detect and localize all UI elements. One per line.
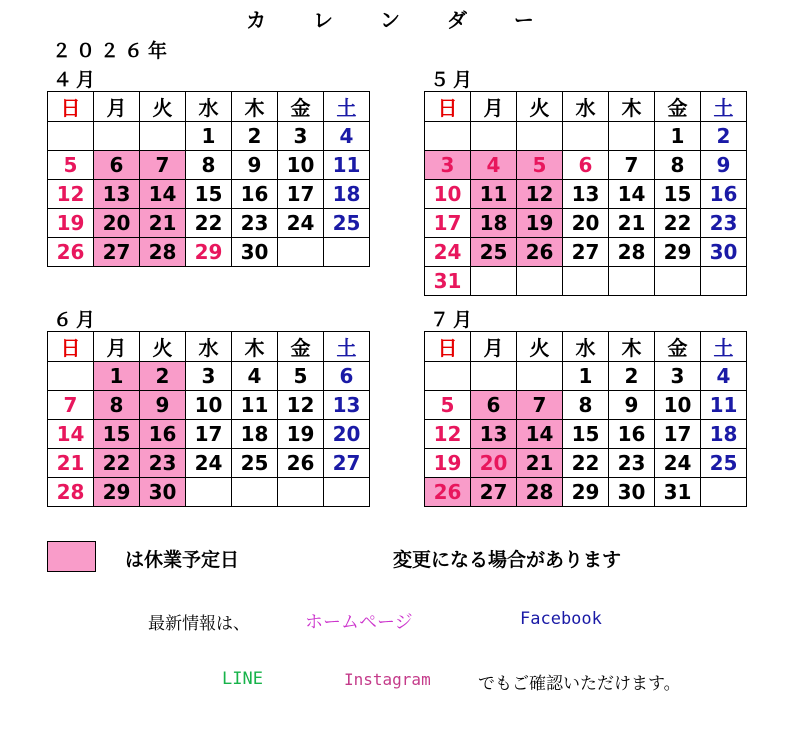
week-row bbox=[48, 209, 370, 238]
day-cell: 19 bbox=[48, 209, 94, 238]
month-april bbox=[47, 69, 370, 267]
day-cell: 25 bbox=[324, 209, 370, 238]
day-cell: 27 bbox=[471, 478, 517, 507]
month-july bbox=[424, 309, 747, 507]
day-cell: 24 bbox=[278, 209, 324, 238]
day-cell: 3 bbox=[278, 122, 324, 151]
day-cell: 8 bbox=[94, 391, 140, 420]
empty-cell bbox=[232, 478, 278, 507]
day-cell: 16 bbox=[609, 420, 655, 449]
day-cell: 15 bbox=[563, 420, 609, 449]
day-cell: 23 bbox=[140, 449, 186, 478]
weekday-header: 木 bbox=[609, 332, 655, 362]
day-cell: 5 bbox=[48, 151, 94, 180]
weekday-header: 月 bbox=[94, 332, 140, 362]
weekday-header: 日 bbox=[48, 332, 94, 362]
empty-cell bbox=[517, 267, 563, 296]
day-cell: 28 bbox=[609, 238, 655, 267]
weekday-header: 火 bbox=[140, 332, 186, 362]
day-cell: 31 bbox=[425, 267, 471, 296]
day-cell: 17 bbox=[655, 420, 701, 449]
calendar-table bbox=[424, 91, 747, 296]
empty-cell bbox=[471, 122, 517, 151]
day-cell: 8 bbox=[563, 391, 609, 420]
weekday-header: 日 bbox=[425, 92, 471, 122]
weekday-header: 土 bbox=[701, 92, 747, 122]
day-cell: 13 bbox=[94, 180, 140, 209]
day-cell: 20 bbox=[94, 209, 140, 238]
day-cell: 24 bbox=[425, 238, 471, 267]
day-cell: 25 bbox=[701, 449, 747, 478]
day-cell: 30 bbox=[701, 238, 747, 267]
empty-cell bbox=[563, 122, 609, 151]
day-cell: 22 bbox=[94, 449, 140, 478]
weekday-header: 日 bbox=[48, 92, 94, 122]
day-cell: 16 bbox=[140, 420, 186, 449]
weekday-header: 金 bbox=[655, 92, 701, 122]
day-cell: 28 bbox=[517, 478, 563, 507]
day-cell: 2 bbox=[232, 122, 278, 151]
week-row bbox=[425, 449, 747, 478]
day-cell: 24 bbox=[655, 449, 701, 478]
day-cell: 5 bbox=[517, 151, 563, 180]
weekday-header: 水 bbox=[563, 92, 609, 122]
day-cell: 12 bbox=[517, 180, 563, 209]
weekday-header: 月 bbox=[94, 92, 140, 122]
day-cell: 29 bbox=[186, 238, 232, 267]
day-cell: 31 bbox=[655, 478, 701, 507]
day-cell: 8 bbox=[655, 151, 701, 180]
day-cell: 10 bbox=[186, 391, 232, 420]
instagram-link[interactable]: Instagram bbox=[344, 670, 431, 689]
day-cell: 22 bbox=[655, 209, 701, 238]
weekday-header-row bbox=[48, 92, 370, 122]
week-row bbox=[48, 122, 370, 151]
day-cell: 6 bbox=[94, 151, 140, 180]
day-cell: 25 bbox=[232, 449, 278, 478]
day-cell: 12 bbox=[48, 180, 94, 209]
day-cell: 7 bbox=[48, 391, 94, 420]
week-row bbox=[48, 420, 370, 449]
week-row bbox=[48, 151, 370, 180]
empty-cell bbox=[609, 267, 655, 296]
empty-cell bbox=[655, 267, 701, 296]
empty-cell bbox=[563, 267, 609, 296]
day-cell: 22 bbox=[186, 209, 232, 238]
info-lead: 最新情報は、 bbox=[148, 614, 250, 634]
day-cell: 29 bbox=[563, 478, 609, 507]
day-cell: 23 bbox=[232, 209, 278, 238]
weekday-header: 土 bbox=[324, 332, 370, 362]
day-cell: 23 bbox=[609, 449, 655, 478]
day-cell: 1 bbox=[94, 362, 140, 391]
empty-cell bbox=[471, 362, 517, 391]
week-row bbox=[48, 391, 370, 420]
day-cell: 13 bbox=[471, 420, 517, 449]
day-cell: 26 bbox=[425, 478, 471, 507]
day-cell: 30 bbox=[140, 478, 186, 507]
day-cell: 30 bbox=[232, 238, 278, 267]
week-row bbox=[425, 362, 747, 391]
week-row bbox=[425, 478, 747, 507]
day-cell: 8 bbox=[186, 151, 232, 180]
weekday-header-row bbox=[425, 332, 747, 362]
weekday-header: 月 bbox=[471, 332, 517, 362]
week-row bbox=[48, 180, 370, 209]
day-cell: 5 bbox=[278, 362, 324, 391]
day-cell: 17 bbox=[186, 420, 232, 449]
day-cell: 10 bbox=[278, 151, 324, 180]
day-cell: 20 bbox=[324, 420, 370, 449]
day-cell: 9 bbox=[701, 151, 747, 180]
day-cell: 9 bbox=[232, 151, 278, 180]
day-cell: 29 bbox=[94, 478, 140, 507]
empty-cell bbox=[324, 238, 370, 267]
change-note: 変更になる場合があります bbox=[393, 549, 622, 571]
day-cell: 1 bbox=[186, 122, 232, 151]
day-cell: 3 bbox=[655, 362, 701, 391]
day-cell: 27 bbox=[324, 449, 370, 478]
month-label: ６月 bbox=[53, 309, 100, 331]
day-cell: 18 bbox=[471, 209, 517, 238]
empty-cell bbox=[701, 478, 747, 507]
weekday-header: 金 bbox=[278, 332, 324, 362]
day-cell: 20 bbox=[471, 449, 517, 478]
day-cell: 17 bbox=[278, 180, 324, 209]
empty-cell bbox=[517, 122, 563, 151]
weekday-header-row bbox=[425, 92, 747, 122]
weekday-header: 火 bbox=[517, 92, 563, 122]
week-row bbox=[48, 478, 370, 507]
homepage-link[interactable]: ホームページ bbox=[305, 612, 413, 633]
week-row bbox=[425, 180, 747, 209]
day-cell: 28 bbox=[140, 238, 186, 267]
day-cell: 26 bbox=[517, 238, 563, 267]
day-cell: 12 bbox=[425, 420, 471, 449]
month-label: ４月 bbox=[53, 69, 100, 91]
empty-cell bbox=[278, 478, 324, 507]
weekday-header: 木 bbox=[232, 92, 278, 122]
day-cell: 26 bbox=[278, 449, 324, 478]
week-row bbox=[425, 209, 747, 238]
page-title: カ レ ン ダ ー bbox=[246, 8, 554, 32]
day-cell: 11 bbox=[324, 151, 370, 180]
weekday-header-row bbox=[48, 332, 370, 362]
day-cell: 23 bbox=[701, 209, 747, 238]
day-cell: 2 bbox=[140, 362, 186, 391]
week-row bbox=[425, 391, 747, 420]
day-cell: 10 bbox=[655, 391, 701, 420]
day-cell: 14 bbox=[517, 420, 563, 449]
day-cell: 12 bbox=[278, 391, 324, 420]
day-cell: 1 bbox=[655, 122, 701, 151]
day-cell: 30 bbox=[609, 478, 655, 507]
day-cell: 5 bbox=[425, 391, 471, 420]
day-cell: 18 bbox=[232, 420, 278, 449]
week-row bbox=[425, 267, 747, 296]
week-row bbox=[48, 449, 370, 478]
month-label: ７月 bbox=[430, 309, 477, 331]
legend-text: は休業予定日 bbox=[125, 549, 240, 571]
day-cell: 21 bbox=[140, 209, 186, 238]
day-cell: 28 bbox=[48, 478, 94, 507]
empty-cell bbox=[701, 267, 747, 296]
calendar-table bbox=[47, 331, 370, 507]
confirm-text: でもご確認いただけます。 bbox=[478, 674, 681, 694]
day-cell: 21 bbox=[609, 209, 655, 238]
empty-cell bbox=[517, 362, 563, 391]
empty-cell bbox=[48, 122, 94, 151]
day-cell: 1 bbox=[563, 362, 609, 391]
day-cell: 14 bbox=[48, 420, 94, 449]
weekday-header: 土 bbox=[324, 92, 370, 122]
day-cell: 7 bbox=[517, 391, 563, 420]
day-cell: 15 bbox=[186, 180, 232, 209]
day-cell: 24 bbox=[186, 449, 232, 478]
weekday-header: 火 bbox=[140, 92, 186, 122]
day-cell: 7 bbox=[140, 151, 186, 180]
day-cell: 4 bbox=[701, 362, 747, 391]
week-row bbox=[425, 420, 747, 449]
month-label: ５月 bbox=[430, 69, 477, 91]
day-cell: 21 bbox=[517, 449, 563, 478]
day-cell: 16 bbox=[701, 180, 747, 209]
day-cell: 27 bbox=[94, 238, 140, 267]
calendar-table bbox=[424, 331, 747, 507]
day-cell: 15 bbox=[94, 420, 140, 449]
weekday-header: 水 bbox=[186, 92, 232, 122]
week-row bbox=[425, 122, 747, 151]
weekday-header: 木 bbox=[609, 92, 655, 122]
empty-cell bbox=[186, 478, 232, 507]
weekday-header: 金 bbox=[655, 332, 701, 362]
empty-cell bbox=[471, 267, 517, 296]
day-cell: 13 bbox=[324, 391, 370, 420]
day-cell: 21 bbox=[48, 449, 94, 478]
day-cell: 18 bbox=[324, 180, 370, 209]
day-cell: 16 bbox=[232, 180, 278, 209]
line-link[interactable]: LINE bbox=[222, 669, 263, 689]
day-cell: 2 bbox=[609, 362, 655, 391]
month-june bbox=[47, 309, 370, 507]
day-cell: 13 bbox=[563, 180, 609, 209]
empty-cell bbox=[140, 122, 186, 151]
day-cell: 20 bbox=[563, 209, 609, 238]
day-cell: 18 bbox=[701, 420, 747, 449]
day-cell: 17 bbox=[425, 209, 471, 238]
weekday-header: 月 bbox=[471, 92, 517, 122]
empty-cell bbox=[425, 362, 471, 391]
day-cell: 19 bbox=[278, 420, 324, 449]
day-cell: 6 bbox=[563, 151, 609, 180]
empty-cell bbox=[48, 362, 94, 391]
day-cell: 7 bbox=[609, 151, 655, 180]
weekday-header: 金 bbox=[278, 92, 324, 122]
weekday-header: 火 bbox=[517, 332, 563, 362]
day-cell: 6 bbox=[324, 362, 370, 391]
day-cell: 26 bbox=[48, 238, 94, 267]
day-cell: 15 bbox=[655, 180, 701, 209]
day-cell: 14 bbox=[140, 180, 186, 209]
day-cell: 4 bbox=[471, 151, 517, 180]
empty-cell bbox=[278, 238, 324, 267]
day-cell: 6 bbox=[471, 391, 517, 420]
closed-day-swatch bbox=[47, 541, 96, 572]
day-cell: 3 bbox=[425, 151, 471, 180]
empty-cell bbox=[609, 122, 655, 151]
weekday-header: 土 bbox=[701, 332, 747, 362]
week-row bbox=[425, 238, 747, 267]
week-row bbox=[425, 151, 747, 180]
day-cell: 4 bbox=[232, 362, 278, 391]
facebook-link[interactable]: Facebook bbox=[520, 609, 602, 629]
day-cell: 9 bbox=[609, 391, 655, 420]
year-label: ２０２６年 bbox=[52, 40, 173, 62]
day-cell: 11 bbox=[471, 180, 517, 209]
weekday-header: 水 bbox=[186, 332, 232, 362]
day-cell: 11 bbox=[232, 391, 278, 420]
week-row bbox=[48, 362, 370, 391]
week-row bbox=[48, 238, 370, 267]
day-cell: 19 bbox=[517, 209, 563, 238]
day-cell: 27 bbox=[563, 238, 609, 267]
day-cell: 11 bbox=[701, 391, 747, 420]
day-cell: 29 bbox=[655, 238, 701, 267]
day-cell: 9 bbox=[140, 391, 186, 420]
day-cell: 25 bbox=[471, 238, 517, 267]
month-may bbox=[424, 69, 747, 296]
weekday-header: 木 bbox=[232, 332, 278, 362]
day-cell: 4 bbox=[324, 122, 370, 151]
empty-cell bbox=[94, 122, 140, 151]
day-cell: 10 bbox=[425, 180, 471, 209]
day-cell: 3 bbox=[186, 362, 232, 391]
empty-cell bbox=[425, 122, 471, 151]
calendar-table bbox=[47, 91, 370, 267]
weekday-header: 水 bbox=[563, 332, 609, 362]
day-cell: 22 bbox=[563, 449, 609, 478]
day-cell: 2 bbox=[701, 122, 747, 151]
weekday-header: 日 bbox=[425, 332, 471, 362]
empty-cell bbox=[324, 478, 370, 507]
day-cell: 14 bbox=[609, 180, 655, 209]
day-cell: 19 bbox=[425, 449, 471, 478]
